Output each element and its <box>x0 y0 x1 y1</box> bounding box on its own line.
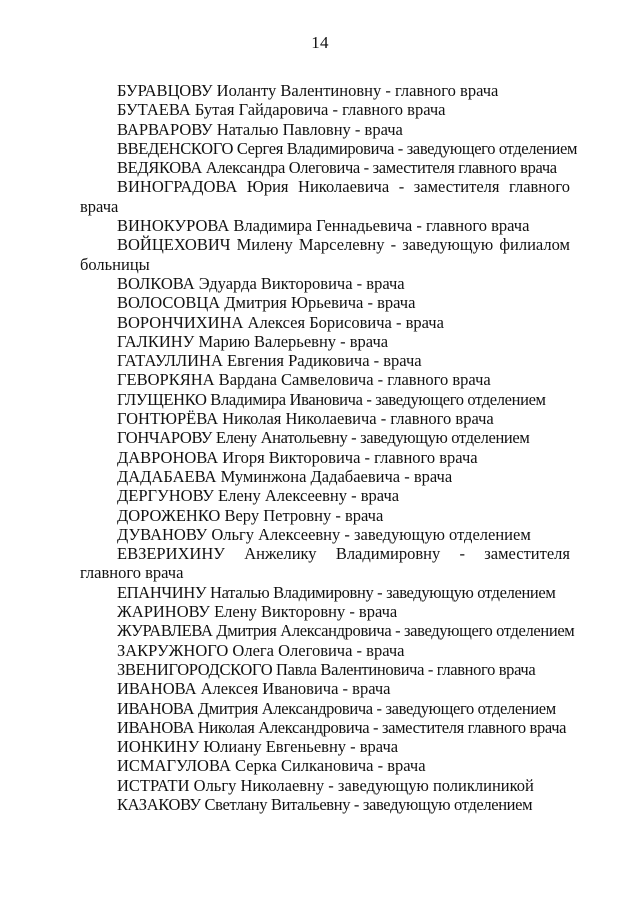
list-item: ВИНОКУРОВА Владимира Геннадьевича - главного врача <box>117 216 530 236</box>
list-item: ИСТРАТИ Ольгу Николаевну - заведующую поликлиникой <box>117 775 534 795</box>
list-item: ЖАРИНОВУ Елену Викторовну - врача <box>117 602 398 622</box>
list-item: ИОНКИНУ Юлиану Евгеньевну - врача <box>117 737 399 757</box>
list-item: ДЕРГУНОВУ Елену Алексеевну - врача <box>117 486 400 506</box>
list-item: БУРАВЦОВУ Иоланту Валентиновну - главного врача <box>117 81 499 100</box>
list-item: ВОЙЦЕХОВИЧ Милену Марселевну - заведующую филиалом больницы <box>80 235 570 274</box>
list-item: ЖУРАВЛЕВА Дмитрия Александровича - заведующего отделением <box>117 621 575 641</box>
list-item: ДАВРОНОВА Игоря Викторовича - главного врача <box>117 447 478 467</box>
award-list <box>80 81 578 814</box>
list-item: ВАРВАРОВУ Наталью Павловну - врача <box>117 119 403 139</box>
page-number: 14 <box>311 33 329 52</box>
list-item: ИВАНОВА Алексея Ивановича - врача <box>117 679 391 699</box>
list-item: ИВАНОВА Дмитрия Александровича - заведующего отделением <box>117 698 556 718</box>
list-item: ВОЛОСОВЦА Дмитрия Юрьевича - врача <box>117 293 416 313</box>
list-item: ГЛУЩЕНКО Владимира Ивановича - заведующего отделением <box>117 389 546 409</box>
list-item: ВОЛКОВА Эдуарда Викторовича - врача <box>117 273 405 293</box>
list-item: ДОРОЖЕНКО Веру Петровну - врача <box>117 505 384 525</box>
list-item: ИСМАГУЛОВА Серка Силкановича - врача <box>117 756 426 776</box>
list-item: ЗАКРУЖНОГО Олега Олеговича - врача <box>117 640 405 660</box>
list-item: ВИНОГРАДОВА Юрия Николаевича - заместителя главного врача <box>80 177 570 216</box>
list-item: КАЗАКОВУ Светлану Витальевну - заведующую отделением <box>117 794 533 814</box>
list-item: ГЕВОРКЯНА Вардана Самвеловича - главного врача <box>117 370 491 390</box>
list-item: ВВЕДЕНСКОГО Сергея Владимировича - заведующего отделением <box>117 138 578 158</box>
list-item: ЕВЗЕРИХИНУ Анжелику Владимировну - заместителя главного врача <box>80 544 570 583</box>
list-item: ДУВАНОВУ Ольгу Алексеевну - заведующую отделением <box>117 524 531 544</box>
list-item: ДАДАБАЕВА Муминжона Дадабаевича - врача <box>117 466 453 486</box>
list-item: ГАЛКИНУ Марию Валерьевну - врача <box>117 331 389 351</box>
list-item: ГОНЧАРОВУ Елену Анатольевну - заведующую отделением <box>117 428 530 448</box>
list-item: ВОРОНЧИХИНА Алексея Борисовича - врача <box>117 312 444 332</box>
list-item: ЕПАНЧИНУ Наталью Владимировну - заведующую отделением <box>117 582 556 602</box>
list-item: ГАТАУЛЛИНА Евгения Радиковича - врача <box>117 351 422 371</box>
list-item: БУТАЕВА Бутая Гайдаровича - главного врача <box>117 100 446 120</box>
list-item: ЗВЕНИГОРОДСКОГО Павла Валентиновича - главного врача <box>117 659 536 679</box>
list-item: ИВАНОВА Николая Александровича - заместителя главного врача <box>117 717 567 737</box>
list-item: ВЕДЯКОВА Александра Олеговича - заместителя главного врача <box>117 158 557 178</box>
list-item: ГОНТЮРЁВА Николая Николаевича - главного врача <box>117 409 494 429</box>
